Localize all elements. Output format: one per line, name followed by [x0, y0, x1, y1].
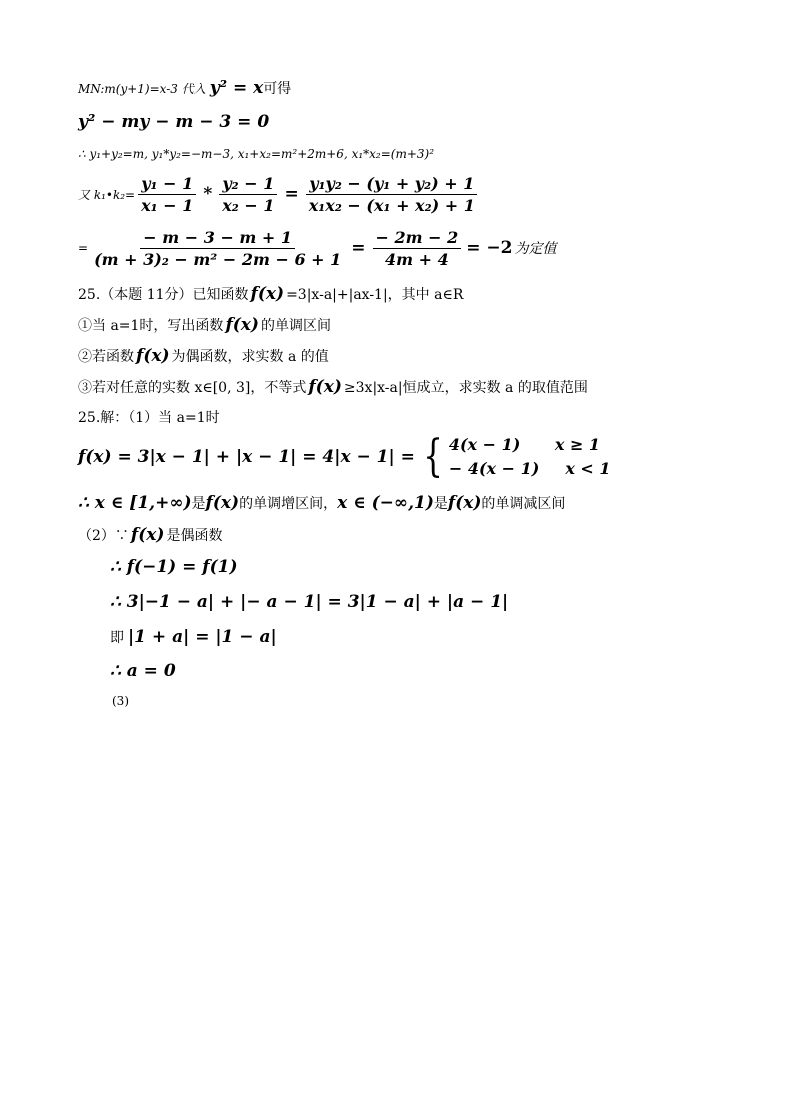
fraction-simplified-den: 4m + 4: [385, 249, 449, 269]
q25-intro-text: 25.（本题 11分）已知函数: [78, 287, 249, 303]
sol-part2-post: 是偶函数: [166, 528, 223, 544]
left-brace-icon: {: [423, 431, 443, 482]
fraction-k2-den: x₂ − 1: [222, 195, 275, 215]
mono-inc-interval: ∴ x ∈ [1,+∞): [78, 493, 192, 513]
case2-expr: − 4(x − 1): [448, 459, 540, 478]
times-sign: *: [203, 184, 213, 204]
q25-part1: [78, 314, 331, 336]
line-quadratic: [78, 111, 269, 133]
equals-sign: =: [284, 184, 299, 204]
q25-part2-fx: f(x): [136, 346, 170, 366]
sol-part3: [112, 692, 129, 710]
sol-part2-pre: （2）∵: [78, 528, 129, 544]
sol-step3: [110, 626, 277, 648]
quadratic-eq: y² − my − m − 3 = 0: [78, 112, 270, 132]
fraction-k2: [219, 174, 277, 215]
fraction-combined-den: x₁x₂ − (x₁ + x₂) + 1: [308, 195, 475, 215]
case1-expr: 4(x − 1): [448, 435, 521, 454]
fraction-simplified: [373, 228, 462, 269]
fraction-substituted: [91, 228, 344, 269]
q25-def: =3|x-a|+|ax-1|，其中 a∈R: [286, 287, 464, 303]
sol-step2-text: ∴ 3|−1 − a| + |− a − 1| = 3|1 − a| + |a − 1|: [110, 592, 509, 612]
result-prefix: =: [78, 241, 89, 255]
result-suffix: 为定值: [514, 241, 557, 257]
q25-part2-pre: ②若函数: [78, 349, 134, 365]
q25-part1-fx: f(x): [225, 315, 259, 335]
q25-part3-pre: ③若对任意的实数 x∈[0, 3]，不等式: [78, 380, 307, 396]
fraction-k1: [138, 174, 196, 215]
mono-inc-text: 的单调增区间，: [239, 496, 338, 512]
mn-text: MN:m(y+1)=x-3 代入: [78, 81, 206, 96]
q25-part1-post: 的单调区间: [260, 318, 331, 334]
slope-product-label: 又 k₁•k₂=: [78, 187, 136, 202]
q25-part3-post: ≥3x|x-a|恒成立，求实数 a 的取值范围: [343, 380, 588, 396]
case-row: [449, 457, 611, 481]
result-value: = −2: [466, 238, 513, 258]
fraction-combined: [306, 174, 478, 215]
line-vieta: [78, 145, 434, 163]
mono-fx-2: f(x): [447, 493, 482, 513]
q25-part2-post: 为偶函数，求实数 a 的值: [171, 349, 329, 365]
sol-step2: [110, 591, 508, 613]
sol-head: [78, 407, 220, 427]
piecewise-brace: [415, 433, 611, 481]
equals-sign: =: [351, 238, 366, 258]
fraction-k1-num: y₁ − 1: [138, 174, 196, 195]
fraction-combined-num: y₁y₂ − (y₁ + y₂) + 1: [306, 174, 477, 195]
mono-is-2: 是: [433, 496, 448, 512]
case1-cond: x ≥ 1: [554, 435, 601, 454]
line-mn-substitution: [78, 78, 291, 98]
sol-part2-head: [78, 524, 222, 546]
fraction-k1-den: x₁ − 1: [141, 195, 194, 215]
sol-step4: [110, 660, 176, 682]
fraction-substituted-den: (m + 3)₂ − m² − 2m − 6 + 1: [94, 249, 342, 269]
sol-monotonic: [78, 492, 565, 514]
sol-step1: [110, 556, 238, 578]
sol-piecewise: [78, 432, 611, 482]
q25-part3-fx: f(x): [308, 377, 342, 397]
sol-step1-text: ∴ f(−1) = f(1): [110, 557, 238, 577]
fraction-substituted-num: − m − 3 − m + 1: [140, 228, 295, 249]
q25-part3: [78, 376, 588, 398]
mono-fx-1: f(x): [205, 493, 240, 513]
fraction-k2-num: y₂ − 1: [219, 174, 277, 195]
sol-part2-fx: f(x): [130, 525, 165, 545]
q25-fx: f(x): [250, 284, 285, 304]
sol-step3-text: |1 + a| = |1 − a|: [128, 627, 277, 647]
mono-is-1: 是: [191, 496, 206, 512]
sol-step4-text: ∴ a = 0: [110, 661, 176, 681]
case-row: [449, 433, 611, 457]
sol-step3-pre: 即: [110, 630, 124, 646]
mono-dec-interval: x ∈ (−∞,1): [337, 493, 434, 513]
vieta-relations: ∴ y₁+y₂=m, y₁*y₂=−m−3, x₁+x₂=m²+2m+6, x₁*x₂=(m+3)²: [78, 147, 435, 161]
sol-head-text: 25.解：（1）当 a=1时: [78, 410, 220, 426]
q25-part2: [78, 345, 329, 367]
sol-part3-label: (3): [112, 694, 129, 708]
line-constant-result: [78, 224, 557, 272]
fraction-simplified-num: − 2m − 2: [373, 228, 462, 249]
q25-part1-pre: ①当 a=1时，写出函数: [78, 318, 224, 334]
parabola-eq: y² = x: [209, 78, 264, 98]
mono-dec-text: 的单调减区间: [481, 496, 566, 512]
sol-fdef: f(x) = 3|x − 1| + |x − 1| = 4|x − 1| =: [78, 447, 415, 467]
mn-suffix: 可得: [263, 81, 292, 97]
q25-intro: [78, 283, 463, 305]
piecewise-cases: [449, 433, 611, 481]
case2-cond: x < 1: [565, 459, 611, 478]
line-slope-product: [78, 170, 481, 218]
